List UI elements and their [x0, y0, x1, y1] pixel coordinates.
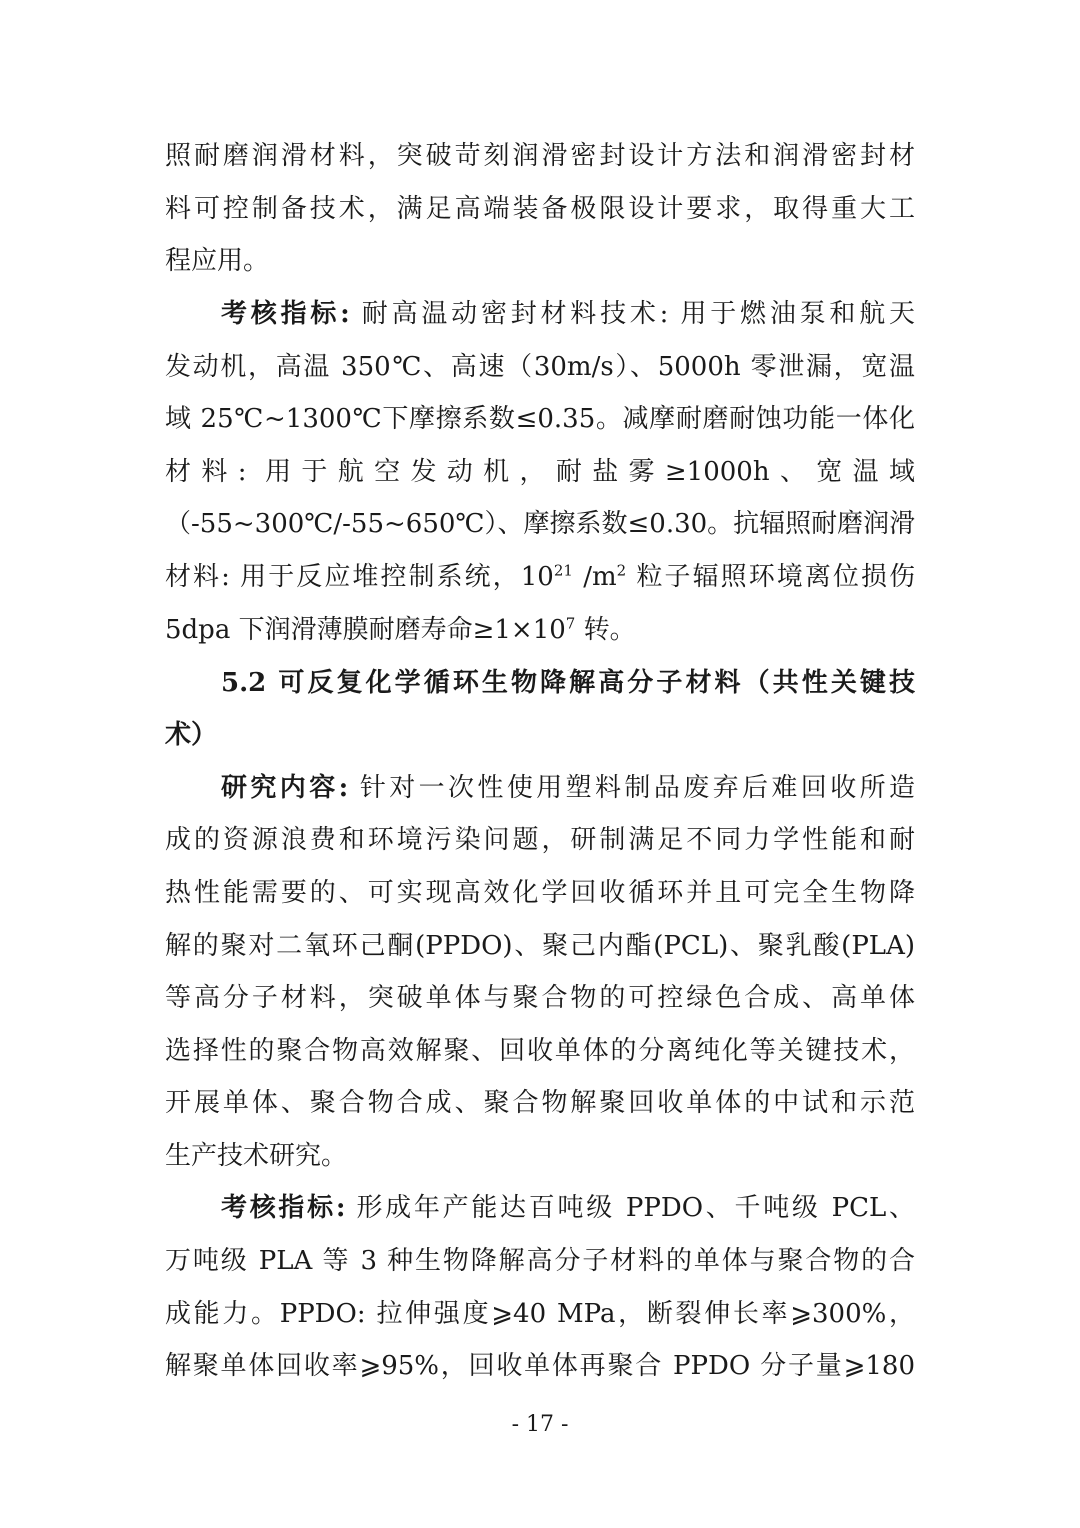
metrics-1-first-line — [221, 294, 915, 334]
text-span: 粒子辐照环境离位损伤 — [626, 562, 915, 592]
text-line: 照耐磨润滑材料，突破苛刻润滑密封设计方法和润滑密封材 — [165, 141, 915, 171]
text-line: 热性能需要的、可实现高效化学回收循环并且可完全生物降 — [165, 878, 915, 908]
page-number: - 17 - — [511, 1412, 569, 1437]
text-span: 耐高温动密封材料技术: 用于燃油泵和航天 — [349, 299, 915, 329]
text-line: 开展单体、聚合物合成、聚合物解聚回收单体的中试和示范 — [165, 1088, 915, 1118]
text-line-with-superscript — [165, 557, 915, 597]
text-line: 料可控制备技术，满足高端装备极限设计要求，取得重大工 — [165, 194, 915, 224]
metrics-label: 考核指标: — [221, 1193, 346, 1223]
metrics-label: 考核指标: — [221, 299, 350, 329]
text-span: 针对一次性使用塑料制品废弃后难回收所造 — [348, 773, 915, 803]
section-heading-continued: 术） — [165, 720, 218, 750]
text-span: 5dpa 下润滑薄膜耐磨寿命≥1×10 — [165, 615, 566, 645]
text-line: 域 25℃~1300℃下摩擦系数≤0.35。减摩耐磨耐蚀功能一体化 — [165, 404, 915, 434]
text-line: 材料: 用于航空发动机，耐盐雾≥1000h、宽温域 — [165, 457, 915, 487]
text-line: 成能力。PPDO: 拉伸强度⩾40 MPa，断裂伸长率⩾300%， — [165, 1299, 915, 1329]
superscript: 21 — [553, 561, 573, 580]
text-line: （-55~300℃/-55~650℃）、摩擦系数≤0.30。抗辐照耐磨润滑 — [165, 509, 915, 539]
text-line: 发动机，高温 350℃、高速（30m/s）、5000h 零泄漏，宽温 — [165, 352, 915, 382]
section-heading: 5.2 可反复化学循环生物降解高分子材料（共性关键技 — [221, 668, 915, 698]
text-line: 生产技术研究。 — [165, 1141, 348, 1171]
text-line: 解聚单体回收率⩾95%，回收单体再聚合 PPDO 分子量⩾180 — [165, 1351, 915, 1381]
text-line-with-superscript — [165, 610, 915, 650]
text-line: 等高分子材料，突破单体与聚合物的可控绿色合成、高单体 — [165, 983, 915, 1013]
superscript: 7 — [565, 614, 576, 633]
text-line: 成的资源浪费和环境污染问题，研制满足不同力学性能和耐 — [165, 825, 915, 855]
text-line: 选择性的聚合物高效解聚、回收单体的分离纯化等关键技术， — [165, 1036, 915, 1066]
research-first-line — [221, 768, 915, 808]
text-line: 程应用。 — [165, 246, 270, 276]
superscript: 2 — [616, 561, 627, 580]
text-line: 万吨级 PLA 等 3 种生物降解高分子材料的单体与聚合物的合 — [165, 1246, 915, 1276]
text-span: 形成年产能达百吨级 PPDO、千吨级 PCL、 — [345, 1193, 915, 1223]
text-span: 转。 — [575, 615, 636, 645]
research-label: 研究内容: — [221, 773, 349, 803]
text-line: 解的聚对二氧环己酮(PPDO)、聚己内酯(PCL)、聚乳酸(PLA) — [165, 931, 915, 961]
text-span: 材料: 用于反应堆控制系统，10 — [165, 562, 554, 592]
metrics-2-first-line — [221, 1188, 915, 1228]
text-span: /m — [572, 562, 617, 592]
